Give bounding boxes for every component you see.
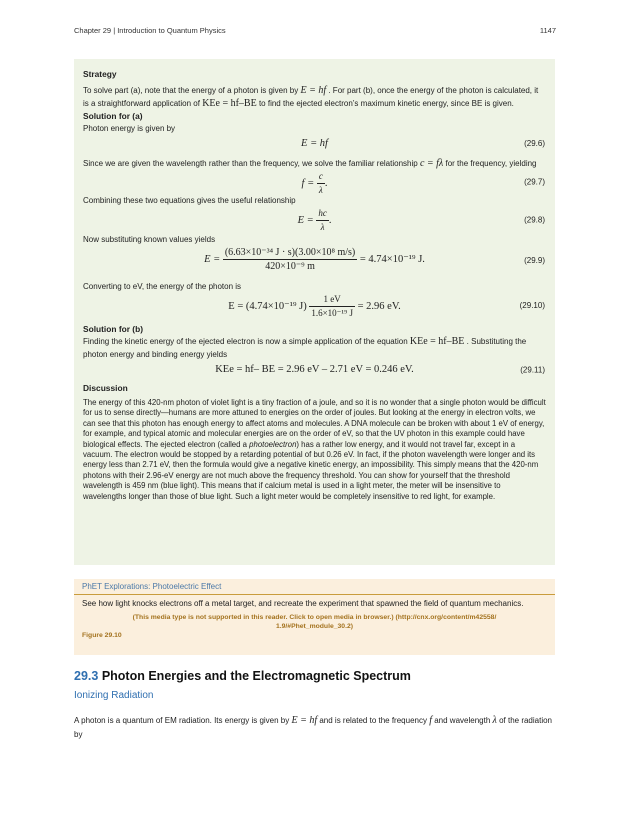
equation-29-8: E = $\frac{hc}{\lambda}$ . (29.8) (297, 208, 545, 232)
photon-energy-text: Photon energy is given by (83, 124, 176, 133)
equation-29-9: E = $\frac{\text{(6.63×10⁻³⁴ J · s)(3.00×10⁸ m/s)}}{\text{420×10⁻⁹ m}}$ = 4.74×10⁻¹⁹ J. (29.9) (204, 247, 545, 272)
since-paragraph: Since we are given the wavelength rather than the frequency, we solve the familiar relationship c = fλ for the frequency, yielding (83, 158, 537, 169)
subheading: Ionizing Radiation (74, 690, 154, 701)
solution-a-heading: Solution for (a) (83, 111, 143, 121)
discussion-paragraph: The energy of this 420-nm photon of violet light is a tiny fraction of a joule, and so it is no wonder that a single photon would be difficult for us to sense directly—humans are more attuned to energies on the order of joules. But looking at the energy in electron volts, we can see that this photon has enough energy to affect atoms and molecules. A DNA molecule can be broken with about 1 eV of energy, for example, and typical atomic and molecular energies are on the order of eV, so that the UV photon in this example could have biological effects. The ejected electron (called a photoelectron) has a rather low energy, and it would not travel far, except in a vacuum. The electron would be stopped by a retarding potential of but 0.26 eV. In fact, if the photon wavelength were longer and its energy less than 2.71 eV, then the formula would give a negative kinetic energy, an impossibility. This simply means that the 420-nm photons with their 2.96-eV energy are not much above the frequency threshold. You can show for yourself that the threshold wavelength is 459 nm (blue light). This means that if calcium metal is used in a light meter, the meter will be insensitive to wavelengths longer than those of blue light. Such a light meter would be completely insensitive to red light, for example. (83, 398, 546, 501)
media-link[interactable]: (This media type is not supported in this reader. Click to open media in browser.) (http://cnx.org/content/m42558/ 1.9/#Phet_module_30.2) (132, 614, 497, 630)
section-paragraph: A photon is a quantum of EM radiation. Its energy is given by E = hf and is related to the frequency f and wavelength λ of the radiation by (74, 715, 553, 739)
inline-eq-KE-2: KEe = hf–BE (409, 336, 465, 347)
equation-29-7: f = $\frac{c}{\lambda}$ . (29.7) (301, 171, 545, 195)
example-box (74, 59, 555, 565)
section-heading (74, 669, 411, 683)
equation-29-6: E = hf (29.6) (301, 138, 545, 149)
inline-eq-lambda: λ (492, 715, 497, 726)
figure-label: Figure 29.10 (82, 632, 122, 639)
equation-29-10: E = (4.74×10⁻¹⁹ J) $\frac{1 eV}{\text{1.6×10⁻¹⁹ J}}$ = 2.96 eV. (29.10) (228, 294, 545, 318)
solution-b-heading: Solution for (b) (83, 324, 144, 334)
inline-eq-E: E = hf (291, 715, 318, 726)
phet-description: See how light knocks electrons off a metal target, and recreate the experiment that spawned the field of quantum mechanics. (82, 599, 524, 608)
section-number: 29.3 (74, 669, 99, 683)
inline-eq-E-hf: E = hf (300, 85, 327, 96)
discussion-heading: Discussion (83, 383, 128, 393)
page-header (74, 26, 556, 35)
substituting-text: Now substituting known values yields (83, 235, 216, 244)
phet-box (74, 579, 555, 655)
phet-title: PhET Explorations: Photoelectric Effect (74, 582, 555, 595)
inline-eq-f: f (429, 715, 432, 726)
converting-text: Converting to eV, the energy of the photon is (83, 282, 242, 291)
inline-eq-c: c = fλ (419, 158, 444, 169)
chapter-title: Chapter 29 | Introduction to Quantum Physics (74, 26, 226, 35)
strategy-heading: Strategy (83, 69, 117, 79)
combining-text: Combining these two equations gives the useful relationship (83, 196, 296, 205)
page-number: 1147 (539, 26, 556, 35)
finding-paragraph: Finding the kinetic energy of the ejected electron is now a simple application of the equation KEe = hf–BE . Substituting the photon energy and binding energy yields (83, 336, 527, 359)
strategy-paragraph: To solve part (a), note that the energy of a photon is given by E = hf . For part (b), once the energy of the photon is calculated, it is a straightforward application of KEe = hf–BE to find the ejected electron’s maximum kinetic energy, since BE is given. (83, 85, 539, 109)
equation-29-11: KEe = hf– BE = 2.96 eV – 2.71 eV = 0.246 eV. (29.11) (215, 364, 545, 375)
inline-eq-KE: KEe = hf–BE (202, 98, 257, 109)
section-title: Photon Energies and the Electromagnetic Spectrum (101, 669, 411, 683)
